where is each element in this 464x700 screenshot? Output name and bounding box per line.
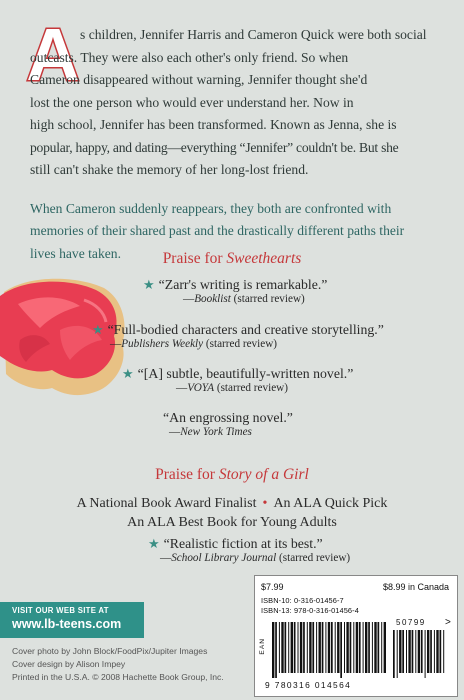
barcode-bar [325, 622, 326, 673]
credit-design: Cover design by Alison Impey [12, 659, 126, 669]
book-blurb [30, 24, 430, 265]
awards-list [0, 494, 464, 532]
barcode-bar [307, 622, 308, 673]
addon-code: 50799 [396, 618, 426, 627]
barcode-bar [415, 630, 416, 673]
barcode-bar [443, 630, 444, 673]
bullet-separator: • [262, 496, 268, 511]
star-icon: ★ [92, 322, 104, 337]
barcode-bar [393, 630, 395, 678]
isbn-10: ISBN-10: 0-316-01456-7 [261, 596, 344, 605]
barcode-bar [279, 622, 280, 673]
barcode-bar [406, 630, 407, 673]
quote-source: —School Library Journal (starred review) [160, 552, 351, 564]
barcode-bar [300, 622, 302, 673]
quote-voya [122, 366, 353, 394]
barcode-bar [353, 622, 354, 673]
barcode-digits: 9 780316 014564 [265, 680, 352, 690]
barcode-bar [335, 622, 336, 673]
quote-publishers-weekly [92, 322, 384, 350]
barcode-bar [399, 630, 401, 673]
website-badge[interactable] [0, 602, 144, 638]
barcode-bar [328, 622, 330, 673]
quote-source: —New York Times [169, 426, 252, 438]
barcode-bar [418, 630, 420, 673]
quote-school-library-journal [148, 536, 350, 564]
quote-new-york-times [163, 410, 293, 438]
barcode-bar [397, 630, 398, 678]
book-title-story-of-a-girl: Story of a Girl [218, 466, 309, 483]
barcode-bar [303, 622, 305, 673]
barcode-bar [427, 630, 429, 673]
barcode-bar [331, 622, 333, 673]
barcode-bar [294, 622, 296, 673]
barcode-bar [381, 622, 382, 673]
barcode-bar [275, 622, 277, 678]
barcode-bar [322, 622, 324, 673]
barcode-bar [402, 630, 404, 673]
blurb-line-3: Cameron disappeared without warning, Jennifer thought she'd [30, 72, 368, 87]
barcode-bar [359, 622, 361, 673]
quote-booklist [143, 277, 327, 305]
barcode-bar [344, 622, 345, 673]
blurb-paragraph-2: When Cameron suddenly reappears, they both are confronted with memories of their shared past and the drastically different paths their lives have taken. [30, 200, 405, 261]
barcode-bar [309, 622, 311, 673]
barcode-bar [288, 622, 289, 673]
price-canada: $8.99 in Canada [382, 582, 449, 592]
praise-story-heading: Praise for Story of a Girl [155, 466, 309, 483]
quote-text: “An engrossing novel.” [163, 410, 293, 425]
barcode-bar [319, 622, 321, 673]
barcode-bar [340, 622, 342, 678]
barcode-bar [316, 622, 317, 673]
barcode-bar [378, 622, 380, 673]
blurb-line-6: popular, happy, and dating—everything “Jennifer” couldn't be. But she [30, 139, 399, 155]
visit-label: VISIT OUR WEB SITE AT [12, 606, 109, 615]
addon-barcode-icon [393, 630, 445, 678]
ean-barcode-icon [272, 622, 384, 678]
book-title-sweethearts: Sweethearts [226, 250, 302, 267]
quote-source: —Publishers Weekly (starred review) [110, 338, 278, 350]
barcode-bar [440, 630, 442, 673]
quote-text: “Zarr's writing is remarkable.” [158, 277, 328, 292]
barcode-bar [298, 622, 299, 673]
price-us: $7.99 [261, 582, 284, 592]
credit-printed: Printed in the U.S.A. © 2008 Hachette Book Group, Inc. [12, 672, 224, 682]
barcode-bar [285, 622, 287, 673]
award-ala-quick-pick: An ALA Quick Pick [273, 496, 388, 511]
ean-label: EAN [259, 638, 266, 655]
barcode-bar [312, 622, 314, 673]
barcode-bar [372, 622, 373, 673]
barcode-bar [421, 630, 423, 673]
blurb-line-1: s children, Jennifer Harris and Cameron Quick were both social [80, 27, 427, 42]
praise-sweethearts-heading: Praise for Sweethearts [162, 250, 302, 267]
quote-source: —Booklist (starred review) [183, 293, 305, 305]
barcode-bar [425, 630, 426, 678]
barcode-bar [412, 630, 414, 673]
isbn-13: ISBN-13: 978-0-316-01456-4 [261, 606, 359, 615]
barcode-bar [374, 622, 376, 673]
barcode-bar [365, 622, 367, 673]
quote-text: “Full-bodied characters and creative storytelling.” [107, 322, 384, 337]
barcode-bar [408, 630, 410, 673]
blurb-line-2: outcasts. They were also each other's only friend. So when [30, 49, 349, 65]
star-icon: ★ [122, 366, 134, 381]
barcode-bar [272, 622, 274, 678]
award-ala-best-book: An ALA Best Book for Young Adults [127, 515, 337, 530]
quote-text: “Realistic fiction at its best.” [163, 536, 323, 551]
quote-text: “[A] subtle, beautifully-written novel.” [137, 366, 354, 381]
barcode-bar [346, 622, 348, 673]
quote-source: —VOYA (starred review) [176, 382, 288, 394]
barcode-box [254, 575, 458, 697]
svg-text:A: A [26, 13, 80, 96]
barcode-bar [363, 622, 364, 673]
barcode-bar [368, 622, 370, 673]
addon-arrow: > [445, 617, 451, 628]
blurb-line-7: still can't shake the memory of her long-lost friend. [30, 162, 309, 177]
barcode-bar [434, 630, 435, 673]
barcode-bar [436, 630, 438, 673]
barcode-bar [281, 622, 283, 673]
blurb-line-4: lost the one person who would ever understand her. Now in [30, 94, 354, 110]
barcode-bar [350, 622, 352, 673]
star-icon: ★ [143, 277, 155, 292]
credit-photo: Cover photo by John Block/FoodPix/Jupiter Images [12, 646, 208, 656]
barcode-bar [337, 622, 339, 673]
barcode-bar [356, 622, 358, 673]
barcode-bar [384, 622, 386, 673]
blurb-line-5: high school, Jennifer has been transformed. Known as Jenna, she is [30, 117, 397, 132]
blurb-paragraph-1 [30, 24, 430, 182]
website-url[interactable]: www.lb-teens.com [12, 617, 122, 631]
cover-credits [12, 645, 224, 684]
barcode-bar [291, 622, 293, 673]
award-national-book: A National Book Award Finalist [76, 496, 257, 511]
star-icon: ★ [148, 536, 160, 551]
barcode-bar [430, 630, 432, 673]
